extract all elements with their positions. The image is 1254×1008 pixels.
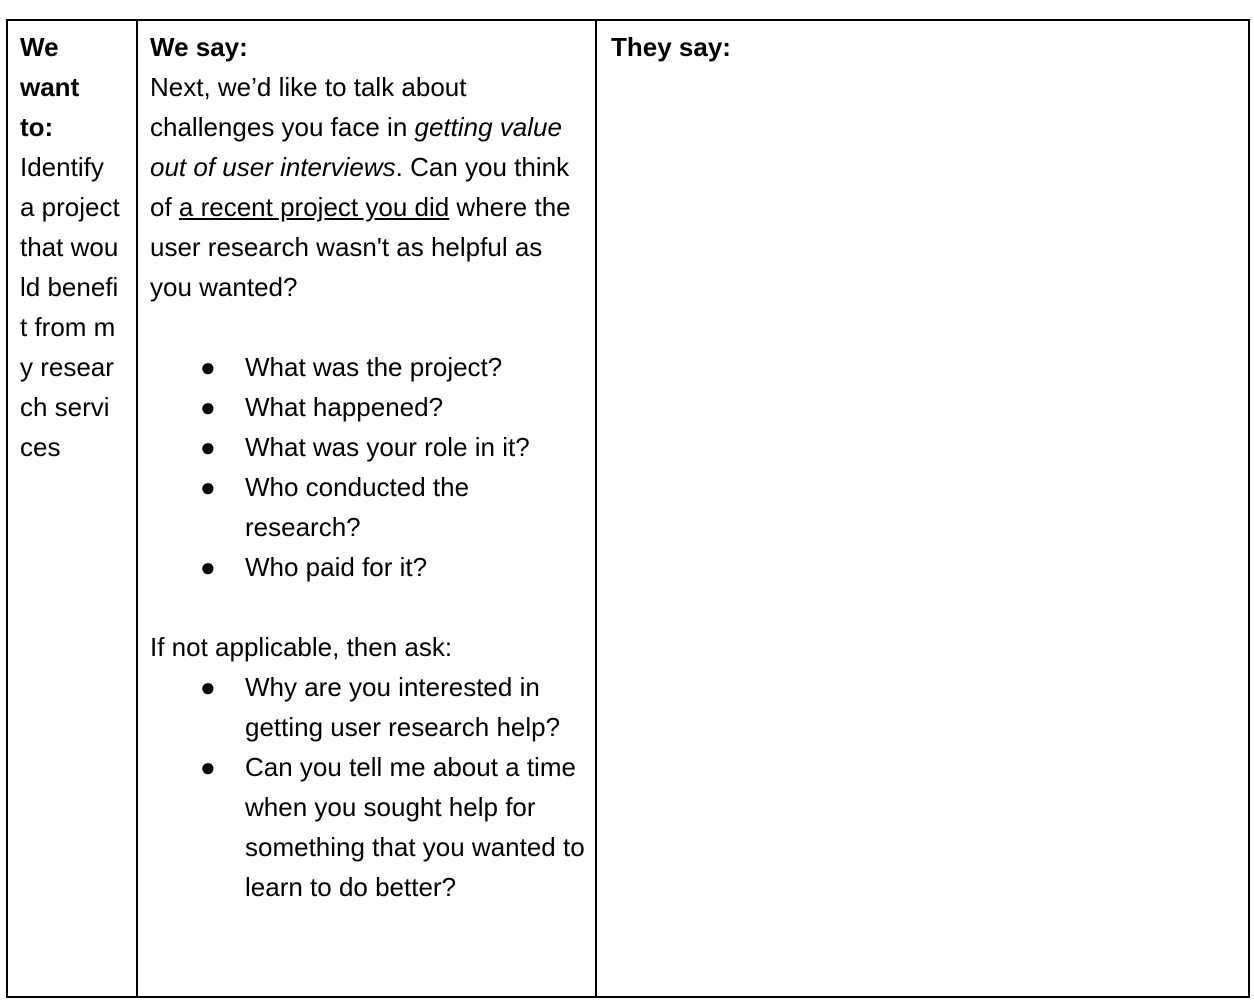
followup-questions-list <box>150 347 587 587</box>
bullet-icon: ● <box>200 672 216 702</box>
list-item <box>150 347 587 387</box>
bullet-icon: ● <box>200 752 216 782</box>
we-want-to-heading: We want to: <box>20 32 80 142</box>
intro-text-3: where the user research wasn't as helpful as you wanted? <box>150 192 571 302</box>
we-want-to-cell <box>7 20 137 997</box>
they-say-cell <box>596 20 1249 997</box>
bullet-icon: ● <box>200 352 216 382</box>
bullet-icon: ● <box>200 472 216 502</box>
intro-text-1: Next, we’d like to talk about challenges you face in <box>150 72 467 142</box>
interview-guide-table <box>6 19 1250 998</box>
list-item-text: What was your role in it? <box>245 432 530 462</box>
list-item-text: Why are you interested in getting user research help? <box>245 672 561 742</box>
they-say-heading: They say: <box>611 32 731 62</box>
intro-italic-text: getting value out of user interviews <box>150 112 562 182</box>
intro-underlined-text: a recent project you did <box>178 192 450 222</box>
fallback-questions-list <box>150 667 587 907</box>
list-item <box>150 747 587 907</box>
fallback-heading: If not applicable, then ask: <box>150 632 453 662</box>
bullet-icon: ● <box>200 552 216 582</box>
intro-text-2: . Can you think of <box>150 152 570 222</box>
list-item-text: Can you tell me about a time when you sought help for something that you wanted to learn to do better? <box>245 752 585 902</box>
list-item-text: What happened? <box>245 392 444 422</box>
list-item-text: Who paid for it? <box>245 552 428 582</box>
list-item <box>150 467 587 547</box>
bullet-icon: ● <box>200 432 216 462</box>
we-say-heading: We say: <box>150 32 248 62</box>
bullet-icon: ● <box>200 392 216 422</box>
list-item <box>150 547 587 587</box>
spacer <box>150 587 587 627</box>
we-say-cell <box>137 20 596 997</box>
list-item <box>150 387 587 427</box>
list-item-text: What was the project? <box>245 352 503 382</box>
list-item-text: Who conducted the research? <box>245 472 470 542</box>
list-item <box>150 427 587 467</box>
table-row <box>7 20 1249 997</box>
list-item <box>150 667 587 747</box>
spacer <box>150 307 587 347</box>
we-want-to-text: Identify a project that would benefit from my research services <box>20 152 120 462</box>
we-say-intro <box>150 67 587 307</box>
